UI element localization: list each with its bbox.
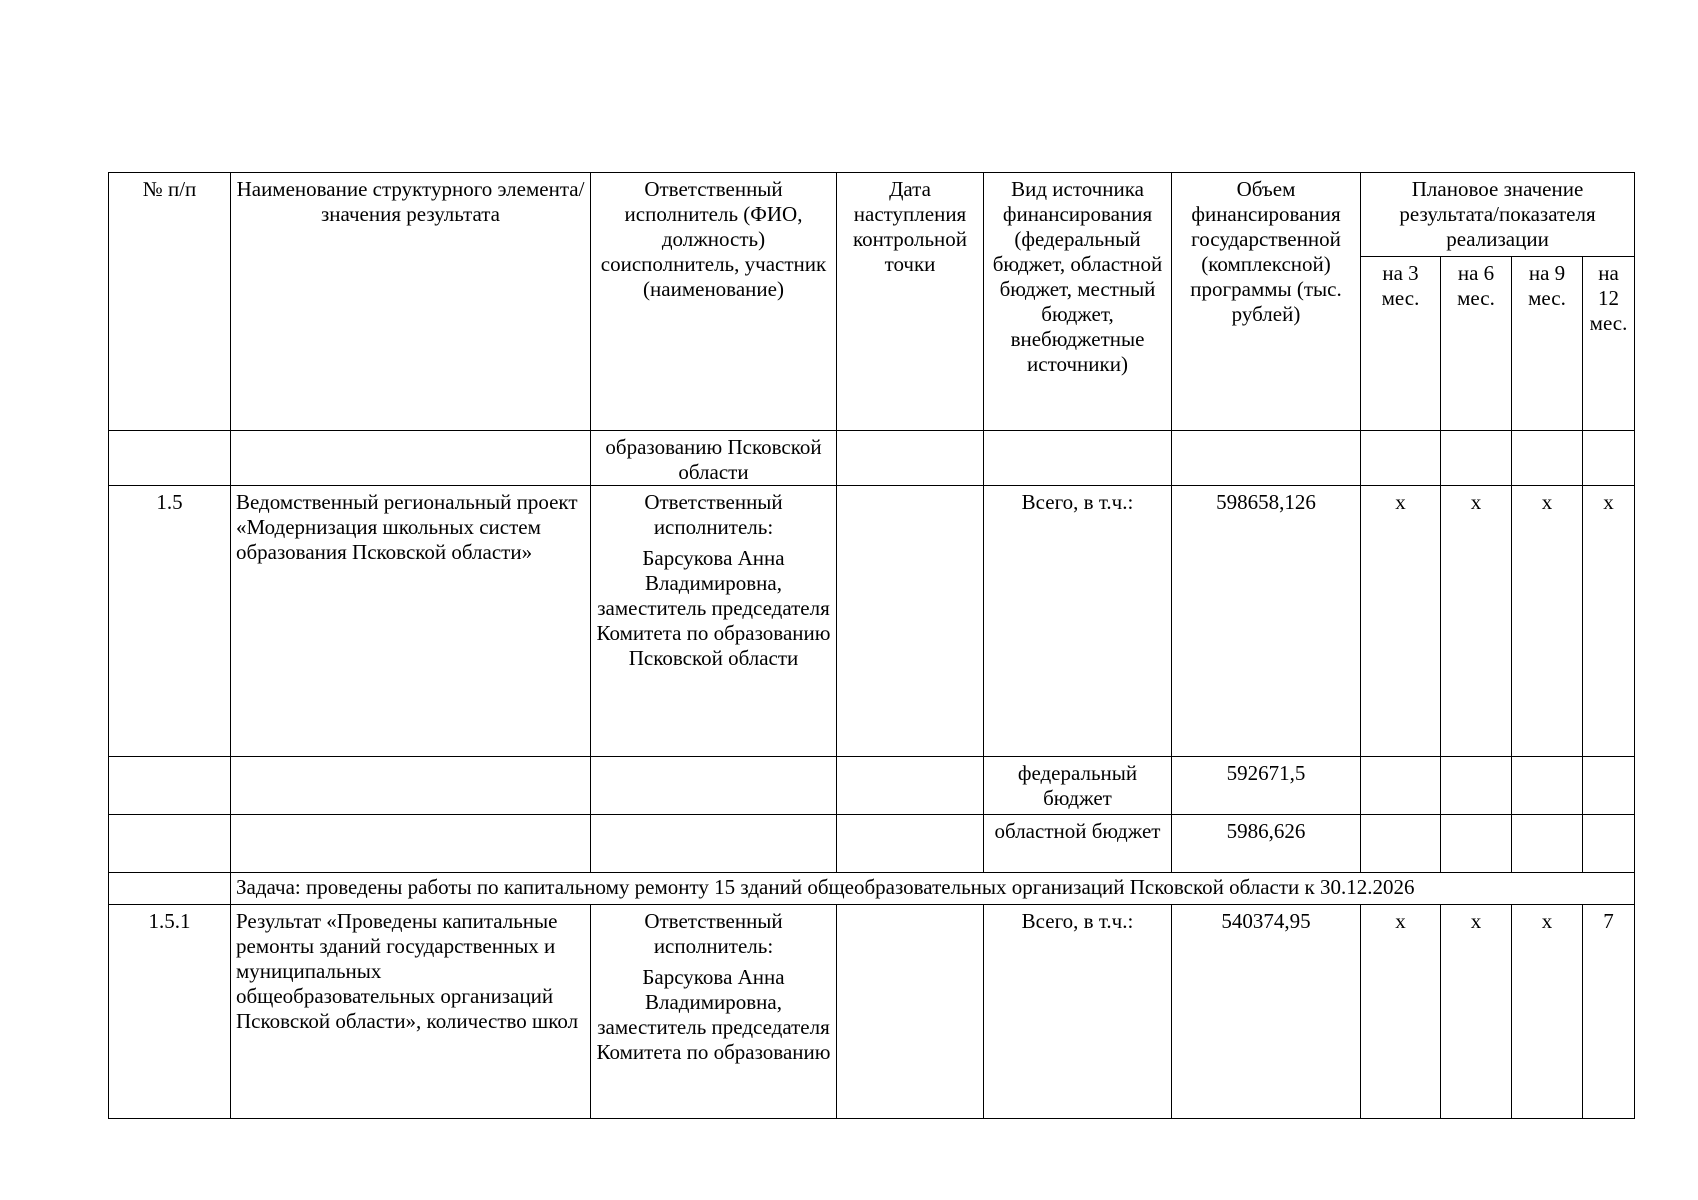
row-name: Ведомственный региональный проект «Модернизация школьных систем образования Псковской области» <box>231 486 591 757</box>
row-source: Всего, в т.ч.: <box>984 905 1172 1119</box>
header-volume: Объем финансирования государственной (комплексной) программы (тыс. рублей) <box>1172 173 1361 431</box>
header-source: Вид источника финансирования (федеральный бюджет, областной бюджет, местный бюджет, внебюджетные источники) <box>984 173 1172 431</box>
cell-empty <box>1583 757 1635 815</box>
row-source: федеральный бюджет <box>984 757 1172 815</box>
table-row <box>109 486 1635 757</box>
responsible-person: Барсукова Анна Владимировна, заместитель председателя Комитета по образованию <box>596 965 831 1064</box>
header-planned: Плановое значение результата/показателя реализации <box>1361 173 1635 257</box>
responsible-label: Ответственный исполнитель: <box>644 909 783 958</box>
header-name: Наименование структурного элемента/ значения результата <box>231 173 591 431</box>
row-volume: 598658,126 <box>1172 486 1361 757</box>
header-m12: на 12 мес. <box>1583 257 1635 431</box>
responsible-person: Барсукова Анна Владимировна, заместитель председателя Комитета по образованию Псковской области <box>596 546 831 670</box>
row-m12: 7 <box>1583 905 1635 1119</box>
cell-empty <box>1172 431 1361 486</box>
table-row <box>109 757 1635 815</box>
cell-empty <box>109 431 231 486</box>
cell-empty <box>231 815 591 873</box>
row-source: областной бюджет <box>984 815 1172 873</box>
cell-empty <box>591 815 837 873</box>
header-m3: на 3 мес. <box>1361 257 1441 431</box>
row-m9: x <box>1512 905 1583 1119</box>
row-responsible <box>591 486 837 757</box>
row-m12: x <box>1583 486 1635 757</box>
row-m3: x <box>1361 486 1441 757</box>
header-m6: на 6 мес. <box>1441 257 1512 431</box>
continuation-responsible: образованию Псковской области <box>591 431 837 486</box>
row-m9: x <box>1512 486 1583 757</box>
task-row <box>109 873 1635 905</box>
cell-empty <box>1583 815 1635 873</box>
implementation-plan-table <box>108 172 1635 1119</box>
table-row <box>109 905 1635 1119</box>
cell-empty <box>1441 431 1512 486</box>
header-date: Дата наступления контрольной точки <box>837 173 984 431</box>
table-row <box>109 815 1635 873</box>
row-m6: x <box>1441 905 1512 1119</box>
row-responsible <box>591 905 837 1119</box>
row-name: Результат «Проведены капитальные ремонты зданий государственных и муниципальных общеобразовательных организаций Псковской области», количество школ <box>231 905 591 1119</box>
cell-empty <box>837 757 984 815</box>
row-m6: x <box>1441 486 1512 757</box>
row-volume: 592671,5 <box>1172 757 1361 815</box>
cell-empty <box>837 431 984 486</box>
row-source: Всего, в т.ч.: <box>984 486 1172 757</box>
cell-empty <box>1583 431 1635 486</box>
task-text: Задача: проведены работы по капитальному ремонту 15 зданий общеобразовательных организаций Псковской области к 30.12.2026 <box>231 873 1635 905</box>
cell-empty <box>1512 815 1583 873</box>
row-volume: 540374,95 <box>1172 905 1361 1119</box>
row-date <box>837 486 984 757</box>
cell-empty <box>1361 757 1441 815</box>
cell-empty <box>591 757 837 815</box>
continuation-row <box>109 431 1635 486</box>
cell-empty <box>109 757 231 815</box>
responsible-label: Ответственный исполнитель: <box>644 490 783 539</box>
cell-empty <box>1441 815 1512 873</box>
cell-empty <box>1512 431 1583 486</box>
row-num: 1.5 <box>109 486 231 757</box>
header-responsible: Ответственный исполнитель (ФИО, должность) соисполнитель, участник (наименование) <box>591 173 837 431</box>
header-num: № п/п <box>109 173 231 431</box>
row-date <box>837 905 984 1119</box>
cell-empty <box>1512 757 1583 815</box>
row-m3: x <box>1361 905 1441 1119</box>
cell-empty <box>1361 431 1441 486</box>
cell-empty <box>231 431 591 486</box>
cell-empty <box>1441 757 1512 815</box>
row-num: 1.5.1 <box>109 905 231 1119</box>
row-volume: 5986,626 <box>1172 815 1361 873</box>
cell-empty <box>984 431 1172 486</box>
header-row <box>109 173 1635 257</box>
cell-empty <box>231 757 591 815</box>
cell-empty <box>1361 815 1441 873</box>
cell-empty <box>109 873 231 905</box>
header-m9: на 9 мес. <box>1512 257 1583 431</box>
cell-empty <box>109 815 231 873</box>
cell-empty <box>837 815 984 873</box>
